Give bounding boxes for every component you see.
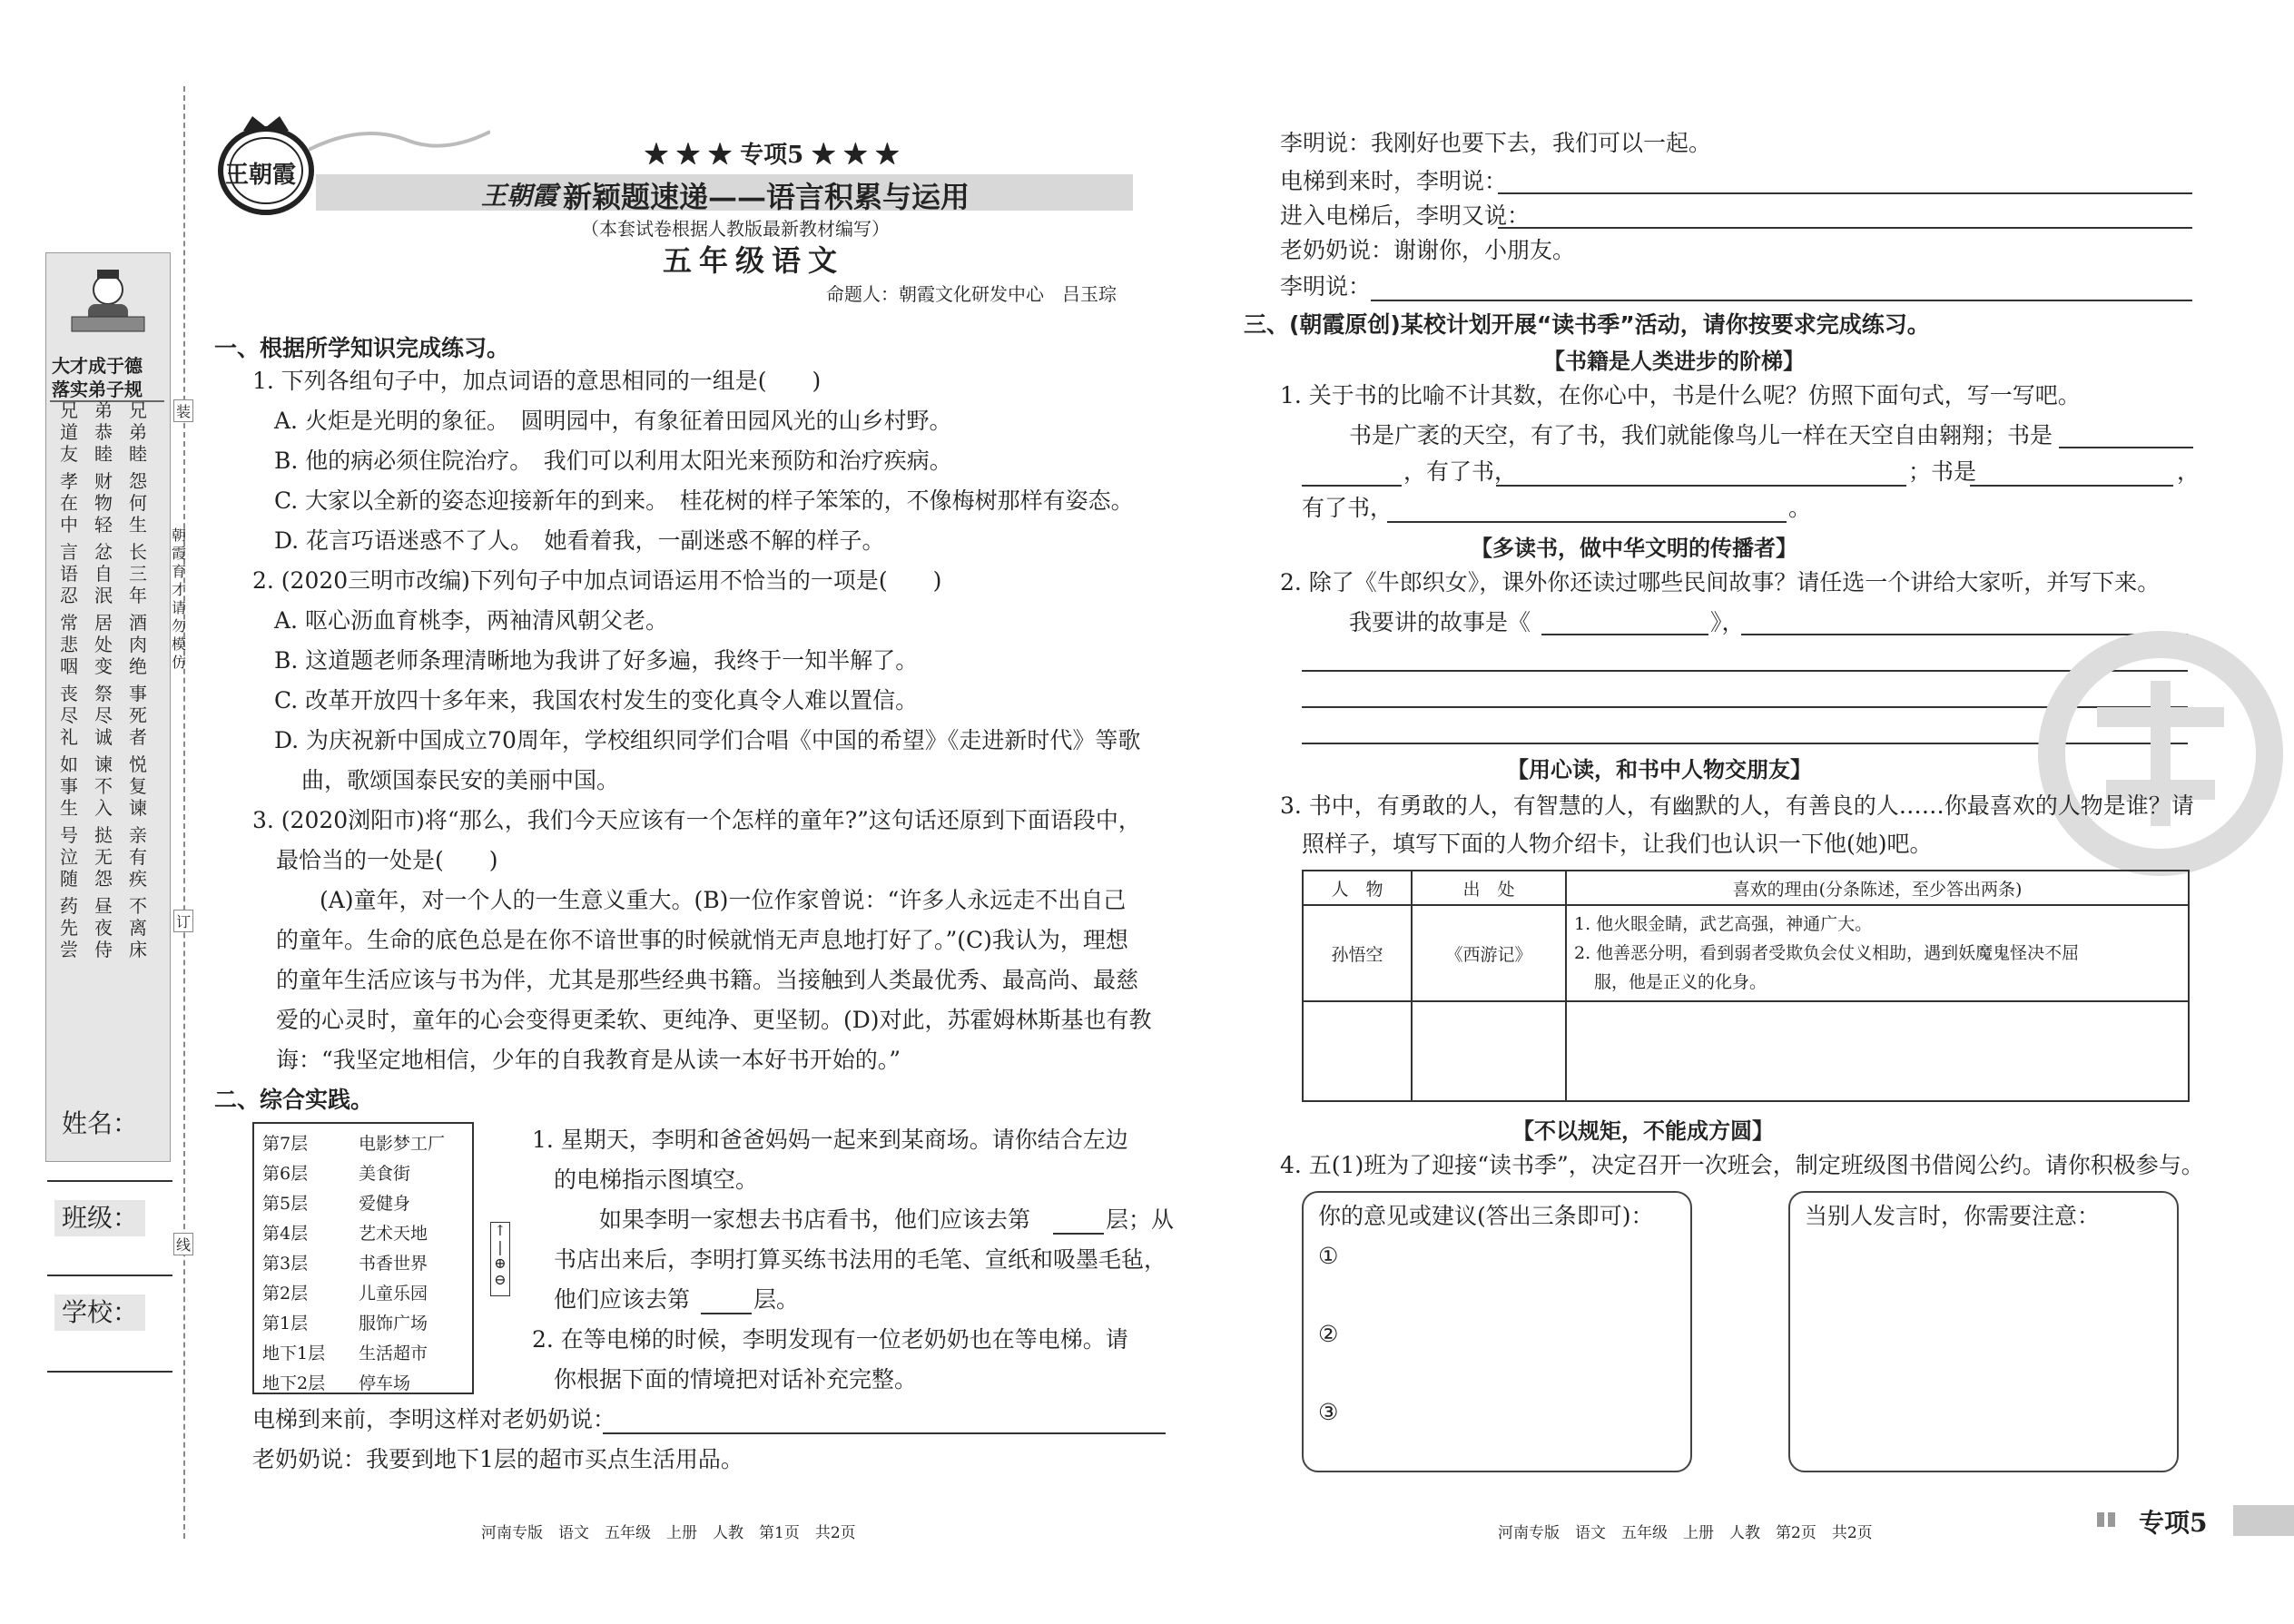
suggestion-item-3: ③ — [1318, 1399, 1339, 1425]
suggestion-item-2: ② — [1318, 1321, 1339, 1347]
s3-q1-stem: 1. 关于书的比喻不计其数，在你心中，书是什么呢？仿照下面句式，写一写吧。 — [1280, 382, 2081, 408]
reason-1: 1. 他火眼金睛，武艺高强，神通广大。 — [1574, 914, 1873, 934]
floor-blank-1[interactable] — [1053, 1233, 1104, 1235]
etiquette-box[interactable] — [1788, 1191, 2179, 1472]
q2-option-d-cont: 曲，歌颂国泰民安的美丽中国。 — [301, 767, 620, 793]
s3-q2-story-b: 》， — [1710, 609, 1745, 635]
elevator-row — [261, 1189, 446, 1219]
metaphor-blank-5[interactable] — [1387, 521, 1787, 523]
motto-column: 谏不入 — [94, 753, 113, 819]
motto-column: 言语忍 — [60, 541, 78, 606]
subheading-2: 【多读书，做中华文明的传播者】 — [1471, 536, 1797, 561]
footer-tag-squares — [2097, 1512, 2119, 1527]
s3-q1-part3: ；书是 — [1908, 458, 1977, 485]
motto-column: 如事生 — [60, 753, 78, 819]
dialog-blank-1[interactable] — [603, 1432, 1166, 1434]
suggestions-box[interactable] — [1302, 1191, 1692, 1472]
seal-mark-2: 订 — [173, 910, 193, 932]
s3-q2-stem: 2. 除了《牛郎织女》，课外你还读过哪些民间故事？请任选一个讲给大家听，并写下来。 — [1280, 569, 2161, 595]
motto-column: 常悲咽 — [60, 612, 78, 677]
s3-q3-stem-1: 3. 书中，有勇敢的人，有智慧的人，有幽默的人，有善良的人……你最喜欢的人物是谁？请 — [1280, 792, 2194, 819]
subheading-1: 【书籍是人类进步的阶梯】 — [1543, 349, 1805, 374]
elevator-floor: 第6层 — [262, 1164, 309, 1184]
elevator-row — [261, 1159, 446, 1189]
binding-dashed-line — [183, 86, 185, 1539]
suggestions-title: 你的意见或建议(答出三条即可)： — [1318, 1203, 1654, 1229]
s3-q1-part2: ，有了书， — [1403, 458, 1518, 485]
elevator-row — [261, 1369, 446, 1399]
footer-tag: 专项5 — [2139, 1508, 2208, 1538]
section3-heading: 三、(朝霞原创)某校计划开展“读书季”活动，请你按要求完成练习。 — [1244, 311, 1930, 338]
elevator-row — [261, 1219, 446, 1249]
ribbon-decoration — [309, 113, 490, 168]
q1-stem: 1. 下列各组句子中，加点词语的意思相同的一组是( ) — [252, 368, 822, 394]
card-header-person: 人 物 — [1303, 871, 1412, 905]
card-header-source: 出 处 — [1412, 871, 1566, 905]
subheading-4: 【不以规矩，不能成方圆】 — [1512, 1118, 1774, 1144]
elevator-row — [261, 1339, 446, 1369]
q3-passage-2: 的童年。生命的底色总是在你不谙世事的时候就悄无声息地打好了。”(C)我认为，理想 — [276, 927, 1128, 953]
s2-q1-line2: 的电梯指示图填空。 — [554, 1166, 759, 1193]
q2-option-a: A. 呕心沥血育桃李，两袖清风朝父老。 — [274, 607, 668, 634]
motto-column: 事死者 — [129, 683, 147, 748]
motto-column: 酒肉绝 — [129, 612, 147, 677]
elevator-store: 爱健身 — [359, 1194, 411, 1214]
q3-stem-2: 最恰当的一处是( ) — [276, 847, 498, 873]
metaphor-blank-4[interactable] — [1970, 485, 2173, 487]
character-card — [1302, 870, 2190, 1102]
page-title: 新颖题速递——语言积累与运用 — [563, 180, 970, 214]
s3-q1-part4: ， — [2177, 458, 2200, 485]
s3-q1-example: 书是广袤的天空，有了书，我们就能像鸟儿一样在天空自由翱翔；书是 — [1349, 422, 2053, 448]
elevator-row — [261, 1249, 446, 1279]
s3-q1-part6: 。 — [1788, 495, 1812, 521]
card-example-person: 孙悟空 — [1303, 905, 1412, 1001]
dialog-blank-4[interactable] — [1371, 300, 2192, 301]
elevator-floor: 第5层 — [262, 1194, 309, 1214]
name-field[interactable] — [47, 1180, 172, 1182]
metaphor-blank-1[interactable] — [2059, 447, 2193, 448]
card-example-source: 《西游记》 — [1412, 905, 1566, 1001]
elevator-floor: 第2层 — [262, 1284, 309, 1304]
card-blank-person[interactable] — [1303, 1001, 1412, 1101]
arrow-bar-icon: | — [497, 1238, 503, 1255]
subject-title: 五年级语文 — [663, 243, 845, 278]
dialog-blank-2[interactable] — [1498, 192, 2192, 194]
up-button-icon: ⊕ — [494, 1255, 507, 1272]
dialog-arrival: 电梯到来时，李明说： — [1280, 168, 1508, 194]
seal-mark-1: 装 — [173, 399, 193, 422]
elevator-store: 美食街 — [359, 1164, 411, 1184]
school-label: 学校： — [54, 1294, 145, 1331]
elevator-store: 停车场 — [359, 1373, 411, 1393]
dialog-before-arrival: 电梯到来前，李明这样对老奶奶说： — [252, 1406, 616, 1432]
name-label: 姓名： — [54, 1106, 145, 1142]
q2-option-b: B. 这道题老师条理清晰地为我讲了好多遍，我终于一知半解了。 — [274, 647, 919, 674]
subheading-3: 【用心读，和书中人物交朋友】 — [1507, 757, 1812, 782]
dialog-in-elevator: 进入电梯后，李明又说： — [1280, 202, 1531, 229]
suggestion-item-1: ① — [1318, 1243, 1339, 1269]
elevator-floor: 地下1层 — [262, 1343, 326, 1363]
elevator-store: 电影梦工厂 — [359, 1134, 446, 1154]
brand-seal-text: 王朝霞 — [225, 162, 297, 189]
brand-script: 王朝霞 — [481, 181, 558, 211]
dialog-grandma-2: 老奶奶说：谢谢你，小朋友。 — [1280, 237, 1576, 263]
reason-2: 2. 他善恶分明，看到弱者受欺负会仗义相助，遇到妖魔鬼怪决不屈 — [1574, 943, 2080, 963]
elevator-directory — [252, 1122, 474, 1394]
s3-q4-stem: 4. 五(1)班为了迎接“读书季”，决定召开一次班会，制定班级图书借阅公约。请你积极参与。 — [1280, 1152, 2204, 1178]
motto-column: 弟恭睦 — [94, 399, 113, 465]
motto-line-1: 大才成于德 — [52, 355, 143, 377]
q1-option-c: C. 大家以全新的姿态迎接新年的到来。 桂花树的样子笨笨的，不像梅树那样有姿态。 — [274, 487, 1134, 514]
motto-column: 忿自泯 — [94, 541, 113, 606]
s2-q1-line5b: 层。 — [753, 1286, 800, 1313]
elevator-row — [261, 1309, 446, 1339]
school-field[interactable] — [47, 1371, 172, 1373]
author-line: 命题人：朝霞文化研发中心 吕玉琮 — [826, 283, 1117, 305]
card-example-reasons — [1566, 905, 2189, 1001]
badge: ★ ★ ★ 专项5 ★ ★ ★ — [645, 142, 900, 169]
motto-column: 祭尽诚 — [94, 683, 113, 748]
elevator-row — [261, 1129, 446, 1159]
q2-option-d: D. 为庆祝新中国成立70周年，学校组织同学们合唱《中国的希望》《走进新时代》等歌 — [274, 727, 1141, 753]
class-label: 班级： — [54, 1200, 145, 1236]
card-header-reason: 喜欢的理由(分条陈述，至少答出两条) — [1566, 871, 2189, 905]
motto-column: 居处变 — [94, 612, 113, 677]
section2-heading: 二、综合实践。 — [214, 1087, 374, 1113]
q2-stem: 2. (2020三明市改编)下列句子中加点词语运用不恰当的一项是( ) — [252, 567, 942, 594]
motto-column: 长三年 — [129, 541, 147, 606]
elevator-arrows — [490, 1222, 510, 1296]
s2-q1-line4: 书店出来后，李明打算买练书法用的毛笔、宣纸和吸墨毛毡， — [554, 1246, 1167, 1273]
elevator-floor: 第3层 — [262, 1254, 309, 1274]
footer-tag-bar — [2233, 1505, 2294, 1536]
motto-line-2: 落实弟子规 — [52, 379, 143, 400]
q3-passage-5: 诲：“我坚定地相信，少年的自我教育是从读一本好书开始的。” — [276, 1047, 901, 1073]
motto-column: 孝在中 — [60, 470, 78, 536]
elevator-store: 服饰广场 — [359, 1314, 428, 1334]
seal-watermark — [2024, 617, 2294, 890]
motto-column: 挞无怨 — [94, 824, 113, 890]
s2-q1-line1: 1. 星期天，李明和爸爸妈妈一起来到某商场。请你结合左边 — [532, 1127, 1128, 1153]
q1-option-b: B. 他的病必须住院治疗。 我们可以利用太阳光来预防和治疗疾病。 — [274, 448, 952, 474]
down-button-icon: ⊖ — [494, 1271, 507, 1288]
elevator-floor: 第7层 — [262, 1134, 309, 1154]
floor-blank-2[interactable] — [701, 1313, 752, 1314]
q3-stem-1: 3. (2020浏阳市)将“那么，我们今天应该有一个怎样的童年?”这句话还原到下面语段中， — [252, 807, 1141, 833]
s2-q1-line3a: 如果李明一家想去书店看书，他们应该去第 — [599, 1206, 1031, 1233]
dialog-liming-1: 李明说：我刚好也要下去，我们可以一起。 — [1280, 130, 1712, 156]
card-blank-reasons[interactable] — [1566, 1001, 2189, 1101]
card-blank-source[interactable] — [1412, 1001, 1566, 1101]
s3-q2-story-a: 我要讲的故事是《 — [1349, 609, 1531, 635]
q1-option-a: A. 火炬是光明的象征。 圆明园中，有象征着田园风光的山乡村野。 — [274, 408, 952, 434]
s2-q2-line2: 你根据下面的情境把对话补充完整。 — [554, 1366, 918, 1393]
q2-option-c: C. 改革开放四十多年来，我国农村发生的变化真令人难以置信。 — [274, 687, 919, 714]
elevator-store: 儿童乐园 — [359, 1284, 428, 1304]
motto-column: 怨何生 — [129, 470, 147, 536]
elevator-floor: 地下2层 — [262, 1373, 326, 1393]
elevator-floor: 第4层 — [262, 1224, 309, 1244]
motto-column: 昼夜侍 — [94, 895, 113, 960]
elevator-row — [261, 1279, 446, 1309]
motto-column: 兄弟睦 — [129, 399, 147, 465]
footer-left: 河南专版 语文 五年级 上册 人教 第1页 共2页 — [481, 1524, 856, 1542]
s3-q1-part5: 有了书， — [1302, 495, 1393, 521]
vertical-note: 朝霞育才 请勿模仿 — [171, 527, 202, 671]
elevator-store: 艺术天地 — [359, 1224, 428, 1244]
s3-q3-stem-2: 照样子，填写下面的人物介绍卡，让我们也认识一下他(她)吧。 — [1302, 831, 1933, 857]
s2-q1-line5a: 他们应该去第 — [554, 1286, 691, 1313]
story-title-blank[interactable] — [1541, 634, 1708, 635]
footer-right: 河南专版 语文 五年级 上册 人教 第2页 共2页 — [1498, 1524, 1873, 1542]
motto-column: 不离床 — [129, 895, 147, 960]
class-field[interactable] — [47, 1275, 172, 1276]
etiquette-title: 当别人发言时，你需要注意： — [1805, 1203, 2101, 1229]
s2-q1-line3b: 层；从 — [1106, 1206, 1175, 1233]
scholar-illustration — [63, 264, 153, 346]
dialog-blank-3[interactable] — [1498, 227, 2192, 229]
dialog-liming-final: 李明说： — [1280, 273, 1372, 300]
elevator-store: 书香世界 — [359, 1254, 428, 1274]
elevator-floor: 第1层 — [262, 1314, 309, 1334]
metaphor-blank-2[interactable] — [1302, 485, 1402, 487]
q3-passage-4: 爱的心灵时，童年的心会变得更柔软、更纯净、更坚韧。(D)对此，苏霍姆林斯基也有教 — [276, 1007, 1152, 1033]
s2-q2-line1: 2. 在等电梯的时候，李明发现有一位老奶奶也在等电梯。请 — [532, 1326, 1128, 1353]
edition-note: （本套试卷根据人教版最新教材编写） — [581, 218, 890, 240]
reason-2-cont: 服，他是正义的化身。 — [1594, 972, 1767, 992]
q3-passage-1: (A)童年，对一个人的一生意义重大。(B)一位作家曾说：“许多人永远走不出自己 — [320, 887, 1127, 913]
seal-mark-3: 线 — [173, 1233, 193, 1255]
q1-option-d: D. 花言巧语迷惑不了人。 她看着我，一副迷惑不解的样子。 — [274, 527, 885, 554]
motto-column: 兄道友 — [60, 399, 78, 465]
metaphor-blank-3[interactable] — [1496, 485, 1906, 487]
arrow-up-icon: ↑ — [494, 1222, 507, 1239]
motto-column: 亲有疾 — [129, 824, 147, 890]
motto-column: 丧尽礼 — [60, 683, 78, 748]
section1-heading: 一、根据所学知识完成练习。 — [214, 335, 510, 361]
motto-column: 药先尝 — [60, 895, 78, 960]
motto-column: 财物轻 — [94, 470, 113, 536]
dialog-grandma-1: 老奶奶说：我要到地下1层的超市买点生活用品。 — [252, 1446, 743, 1472]
elevator-store: 生活超市 — [359, 1343, 428, 1363]
motto-column: 悦复谏 — [129, 753, 147, 819]
q3-passage-3: 的童年生活应该与书为伴，尤其是那些经典书籍。当接触到人类最优秀、最高尚、最慈 — [276, 967, 1139, 993]
motto-column: 号泣随 — [60, 824, 78, 890]
